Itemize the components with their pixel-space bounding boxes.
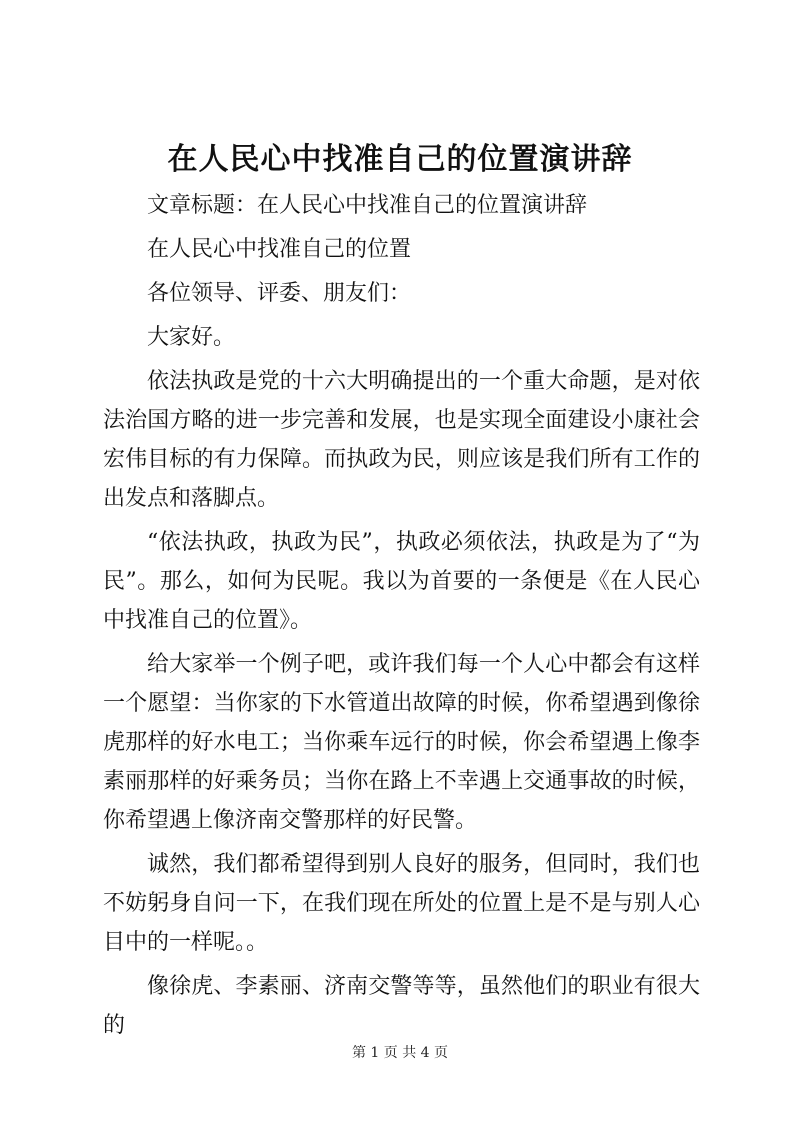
salutation-line: 各位领导、评委、朋友们： (147, 281, 412, 306)
body-paragraph: 给大家举一个例子吧，或许我们每一个人心中都会有这样一个愿望：当你家的下水管道出故障的时候，你希望遇到像徐虎那样的好水电工；当你乘车远行的时候，你会希望遇上像李素丽那样的好乘务员；当你在路上不幸遇上交通事故的时候，你希望遇上像济南交警那样的好民警。 (103, 652, 700, 833)
subtitle-line: 在人民心中找准自己的位置 (147, 237, 412, 262)
article-title-line: 文章标题：在人民心中找准自己的位置演讲辞 (147, 193, 588, 218)
document-body (103, 186, 700, 1050)
body-paragraph: 依法执政是党的十六大明确提出的一个重大命题，是对依法治国方略的进一步完善和发展，也是实现全面建设小康社会宏伟目标的有力保障。而执政为民，则应该是我们所有工作的出发点和落脚点。 (103, 369, 700, 511)
page-footer: 第 1 页 共 4 页 (351, 1045, 449, 1061)
document-title: 在人民心中找准自己的位置演讲辞 (167, 142, 633, 177)
greeting-line: 大家好。 (147, 325, 236, 350)
body-paragraph: 诚然，我们都希望得到别人良好的服务，但同时，我们也不妨躬身自问一下，在我们现在所处的位置上是不是与别人心目中的一样呢。。 (103, 852, 700, 955)
body-paragraph: “依法执政，执政为民”，执政必须依法，执政是为了“为民”。那么，如何为民呢。我以为首要的一条便是《在人民心中找准自己的位置》。 (103, 530, 700, 633)
body-paragraph: 像徐虎、李素丽、济南交警等等，虽然他们的职业有很大的 (103, 974, 700, 1038)
